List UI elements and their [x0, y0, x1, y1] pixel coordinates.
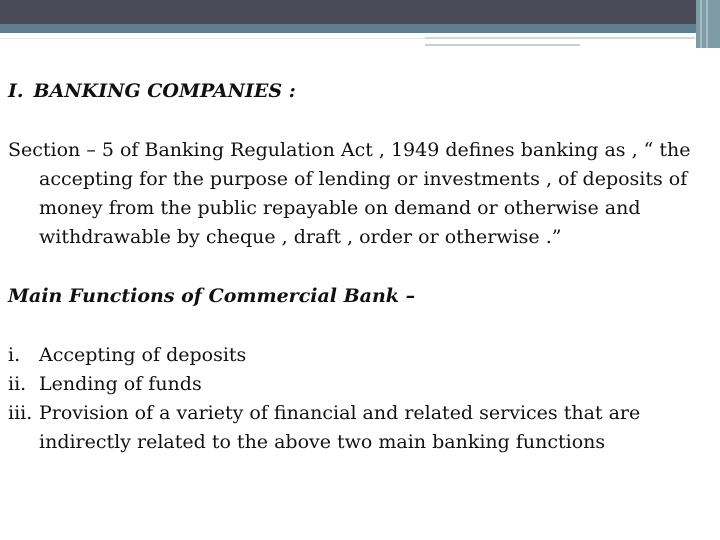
list-marker: i. — [8, 344, 21, 366]
heading-number: I. — [8, 80, 24, 102]
list-marker: ii. — [8, 373, 27, 395]
list-item — [8, 341, 713, 370]
list-item-text: Accepting of deposits — [39, 344, 247, 366]
corner-decoration — [696, 0, 720, 48]
decorative-line — [0, 38, 425, 39]
top-banner — [0, 0, 720, 24]
list-item-text: Provision of a variety of financial and related services that are indirectly related to the above two main banking functions — [39, 402, 641, 453]
list-item-text: Lending of funds — [39, 373, 202, 395]
decorative-line — [425, 44, 580, 46]
list-item — [8, 399, 713, 457]
top-banner-accent — [0, 24, 720, 33]
heading-title: BANKING COMPANIES : — [33, 80, 296, 102]
functions-list — [8, 341, 713, 457]
section-heading — [8, 77, 713, 106]
decorative-line — [425, 37, 695, 39]
list-item — [8, 370, 713, 399]
functions-title: Main Functions of Commercial Bank – — [8, 285, 416, 307]
slide-body — [8, 77, 713, 457]
definition-paragraph: Section – 5 of Banking Regulation Act , 1949 defines banking as , “ the accepting for the purpose of lending or investments , of deposits of money from the public repayable on demand or otherwise and withdrawable by cheque , draft , order or otherwise .” — [8, 139, 691, 248]
list-marker: iii. — [8, 402, 33, 424]
